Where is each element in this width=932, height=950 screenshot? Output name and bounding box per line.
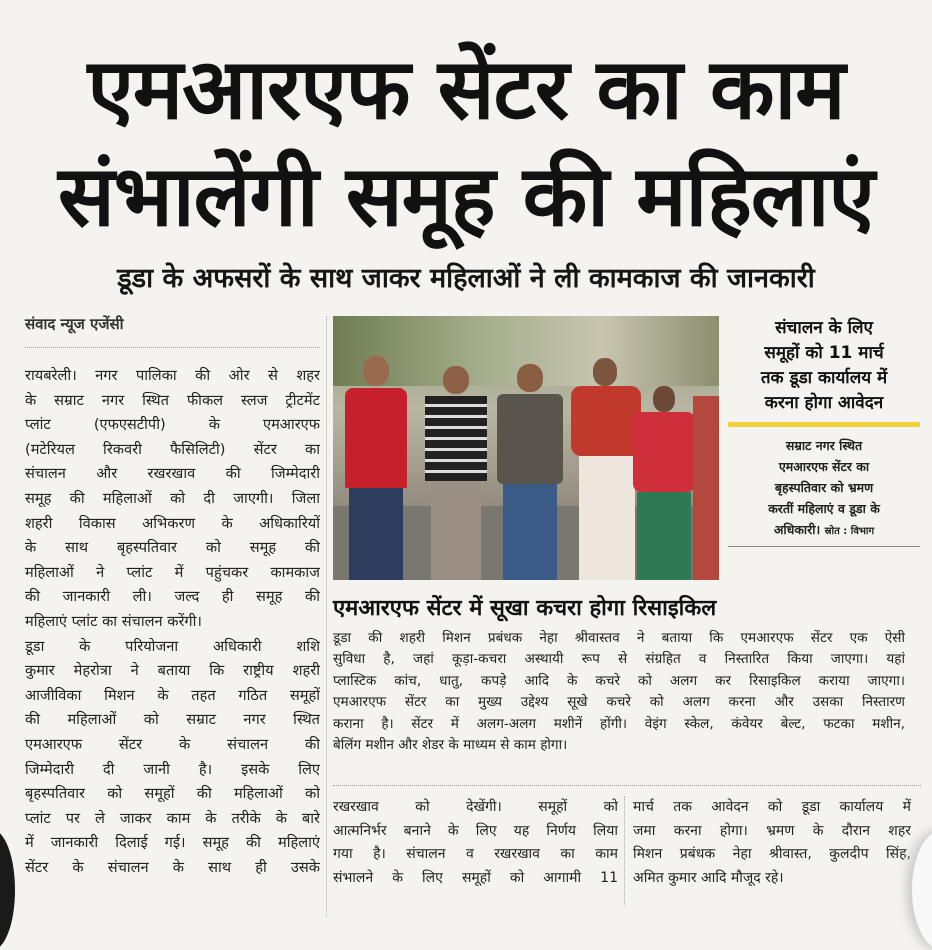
sidebar-headline-line: करना होगा आवेदन [764,393,884,413]
text-line: आत्मनिर्भर बनाने के लिए यह निर्णय लिया [333,822,618,839]
page-curl [912,830,932,950]
text-line: डूडा की शहरी मिशन प्रबंधक नेहा श्रीवास्तव ने बताया कि एमआरएफ सेंटर एक ऐसी [333,630,905,646]
divider [25,347,320,348]
text-line: बेलिंग मशीन और शेडर के माध्यम से काम होगा। [333,736,568,753]
text-line: रखरखाव को देखेंगी। समूहों को [333,799,618,815]
left-column-body [25,364,320,880]
sidebar-headline-line: समूहों को 11 मार्च [764,343,884,363]
text-line: एमआरएफ सेंटर का मुख्य उद्देश्य सूखे कचरे को अलग करना और उसका निस्तारण [333,694,905,711]
text-line: (मटेरियल रिकवरी फैसिलिटी) सेंटर का [25,440,320,458]
sidebar-headline-line: संचालन के लिए [775,318,873,338]
text-line: महिलाओं ने प्लांट में पहुंचकर कामकाज [25,563,320,581]
headline-line-1: एमआरएफ सेंटर का काम [87,40,845,138]
text-line: प्लांट पर ले जाकर काम के तरीके के बारे [25,809,320,827]
text-line: रायबरेली। नगर पालिका की ओर से शहर [25,367,320,384]
text-line: जिम्मेदारी दी जानी है। इसके लिए [25,760,320,778]
text-line: के सम्राट नगर स्थित फीकल स्लज ट्रीटमेंट [25,391,320,409]
text-line: सेंटर के संचालन के साथ ही उसके [25,858,320,876]
text-line: अमित कुमार आदि मौजूद रहे। [633,869,784,886]
text-line: की जानकारी ली। जल्द ही समूह की [25,588,320,606]
story2-body [333,628,905,756]
person [633,386,695,580]
photo-caption [728,435,920,542]
text-line: डूडा के परियोजना अधिकारी शशि [25,637,320,655]
divider [728,546,920,547]
sidebar-headline [728,316,920,416]
person [493,364,567,580]
column-divider [326,316,327,916]
text-line: एमआरएफ सेंटर के संचालन की [25,735,320,753]
text-line: संचालन और रखरखाव की जिम्मेदारी [25,465,320,483]
text-line: में जानकारी दिलाई गई। समूह की महिलाएं [25,834,320,852]
headline-line-2: संभालेंगी समूह की महिलाएं [58,147,874,245]
finger-shadow [0,830,15,950]
text-line: प्लास्टिक कांच, धातु, कपड़े आदि के कचरे को अलग कर रिसाइकिल कराया जाएगा। [333,672,905,689]
subheadline: डूडा के अफसरों के साथ जाकर महिलाओं ने ली कामकाज की जानकारी [117,263,815,294]
text-line: जमा करना होगा। भ्रमण के दौरान शहर [633,822,911,839]
caption-line: बृहस्पतिवार को भ्रमण [774,480,874,495]
caption-line: सम्राट नगर स्थित [785,438,863,453]
text-line: गया है। संचालन व रखरखाव का काम [333,846,618,862]
sidebar-highlight [728,316,920,547]
column-2-body [333,796,618,890]
column-divider [624,796,625,906]
person [421,366,491,580]
highlight-rule [728,422,920,427]
text-line: कराना है। सेंटर में अलग-अलग मशीनें होंगी। वेइंग स्केल, कंवेयर बेल्ट, फटका मशीन, [333,715,905,732]
text-line: के साथ बृहस्पतिवार को समूह की [25,539,320,557]
text-line: मिशन प्रबंधक नेहा श्रीवास्त, कुलदीप सिंह, [633,846,911,862]
column-3-body [633,796,911,890]
text-line: मार्च तक आवेदन को डूडा कार्यालय में [633,799,911,815]
text-line: शहरी विकास अभिकरण के अधिकारियों [25,514,320,532]
text-line: संभालने के लिए समूहों को आगामी 11 [333,869,618,886]
caption-line: अधिकारी। [773,522,821,537]
news-photo [333,316,719,580]
text-line: की महिलाओं को सम्राट नगर स्थित [25,711,320,729]
caption-line: एमआरएफ सेंटर का [778,459,870,474]
text-line: सुविधा है, जहां कूड़ा-कचरा अस्थायी रूप से संग्रहित व निस्तारित किया जाएगा। यहां [333,651,905,668]
text-line: बृहस्पतिवार को समूहों की महिलाओं को [25,785,320,803]
story2-headline: एमआरएफ सेंटर में सूखा कचरा होगा रिसाइकिल [333,596,717,621]
person [341,356,411,580]
text-line: महिलाएं प्लांट का संचालन करेंगी। [25,612,202,630]
photo-source: स्रोत : विभाग [824,526,875,537]
text-line: समूह की महिलाओं को दी जाएगी। जिला [25,489,320,507]
divider [333,785,921,786]
caption-line: करतीं महिलाएं व डूडा के [768,501,880,516]
text-line: आजीविका मिशन के तहत गठित समूहों [25,686,320,704]
person [571,358,641,580]
text-line: प्लांट (एफएसटीपी) के एमआरएफ [25,416,320,434]
byline: संवाद न्यूज एजेंसी [25,315,124,333]
text-line: कुमार मेहरोत्रा ने बताया कि राष्ट्रीय शहरी [25,662,320,680]
sidebar-headline-line: तक डूडा कार्यालय में [760,368,888,388]
